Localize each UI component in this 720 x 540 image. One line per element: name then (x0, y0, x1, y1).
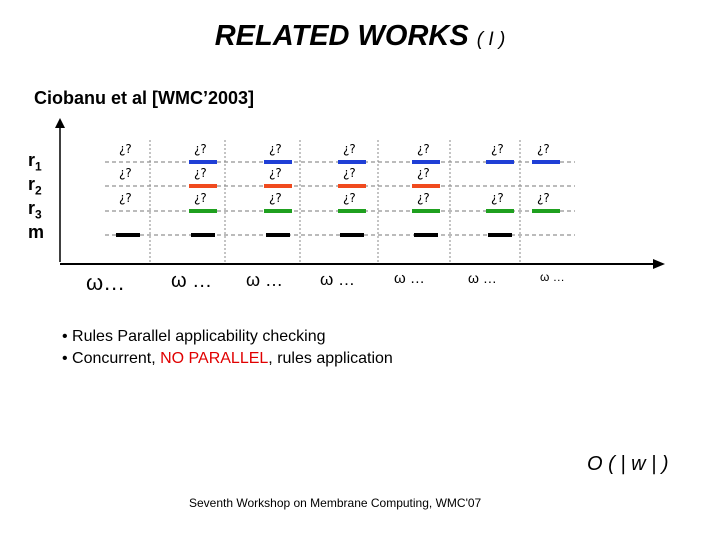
query-mark: ¿? (119, 166, 132, 180)
row-label (28, 222, 44, 243)
row-label-base: r (28, 198, 36, 218)
query-mark: ¿? (417, 142, 430, 156)
bullet-item: • Concurrent, NO PARALLEL, rules application (62, 350, 393, 367)
query-mark: ¿? (194, 166, 207, 180)
query-mark: ¿? (537, 191, 550, 205)
complexity-label: O ( | w | ) (587, 453, 669, 475)
row-label-base: r (28, 174, 36, 194)
omega-label: ω … (320, 270, 355, 289)
bullet-text: Concurrent, (72, 350, 161, 367)
query-mark: ¿? (269, 191, 282, 205)
query-mark: ¿? (269, 142, 282, 156)
y-axis-arrow (55, 118, 65, 128)
omega-label: ω … (540, 270, 565, 284)
slide-title-text: RELATED WORKS (214, 20, 469, 52)
omega-label: ω … (468, 270, 497, 286)
query-mark: ¿? (194, 142, 207, 156)
bullet-text-end: , rules application (268, 350, 393, 367)
slide-title-suffix: ( I ) (476, 29, 506, 50)
query-mark: ¿? (343, 166, 356, 180)
row-label (28, 174, 42, 198)
x-axis-arrow (653, 259, 665, 269)
omega-label: ω… (86, 270, 126, 295)
query-mark: ¿? (119, 142, 132, 156)
row-label-base: m (28, 222, 45, 242)
slide-subtitle: Ciobanu et al [WMC’2003] (34, 88, 255, 108)
query-mark: ¿? (119, 191, 132, 205)
omega-label: ω … (394, 270, 425, 287)
query-mark: ¿? (417, 166, 430, 180)
bullet-text: Rules Parallel applicability checking (72, 328, 326, 345)
query-mark: ¿? (343, 191, 356, 205)
row-label-base: r (28, 150, 36, 170)
row-label (28, 198, 42, 222)
bullet-list (62, 326, 393, 370)
row-label-subscript: 1 (35, 159, 42, 174)
query-mark: ¿? (491, 191, 504, 205)
footer-text: Seventh Workshop on Membrane Computing, WMC'07 (189, 496, 482, 510)
query-mark: ¿? (194, 191, 207, 205)
query-mark: ¿? (269, 166, 282, 180)
row-label-subscript: 2 (35, 183, 42, 198)
query-mark: ¿? (343, 142, 356, 156)
query-mark: ¿? (491, 142, 504, 156)
bullet-highlight: NO PARALLEL (160, 350, 269, 367)
query-mark: ¿? (537, 142, 550, 156)
omega-label: ω … (171, 270, 213, 292)
bullet-item: • Rules Parallel applicability checking (62, 328, 326, 345)
query-mark: ¿? (417, 191, 430, 205)
row-label (28, 150, 42, 174)
omega-label: ω … (246, 270, 284, 290)
row-label-subscript: 3 (35, 207, 42, 222)
